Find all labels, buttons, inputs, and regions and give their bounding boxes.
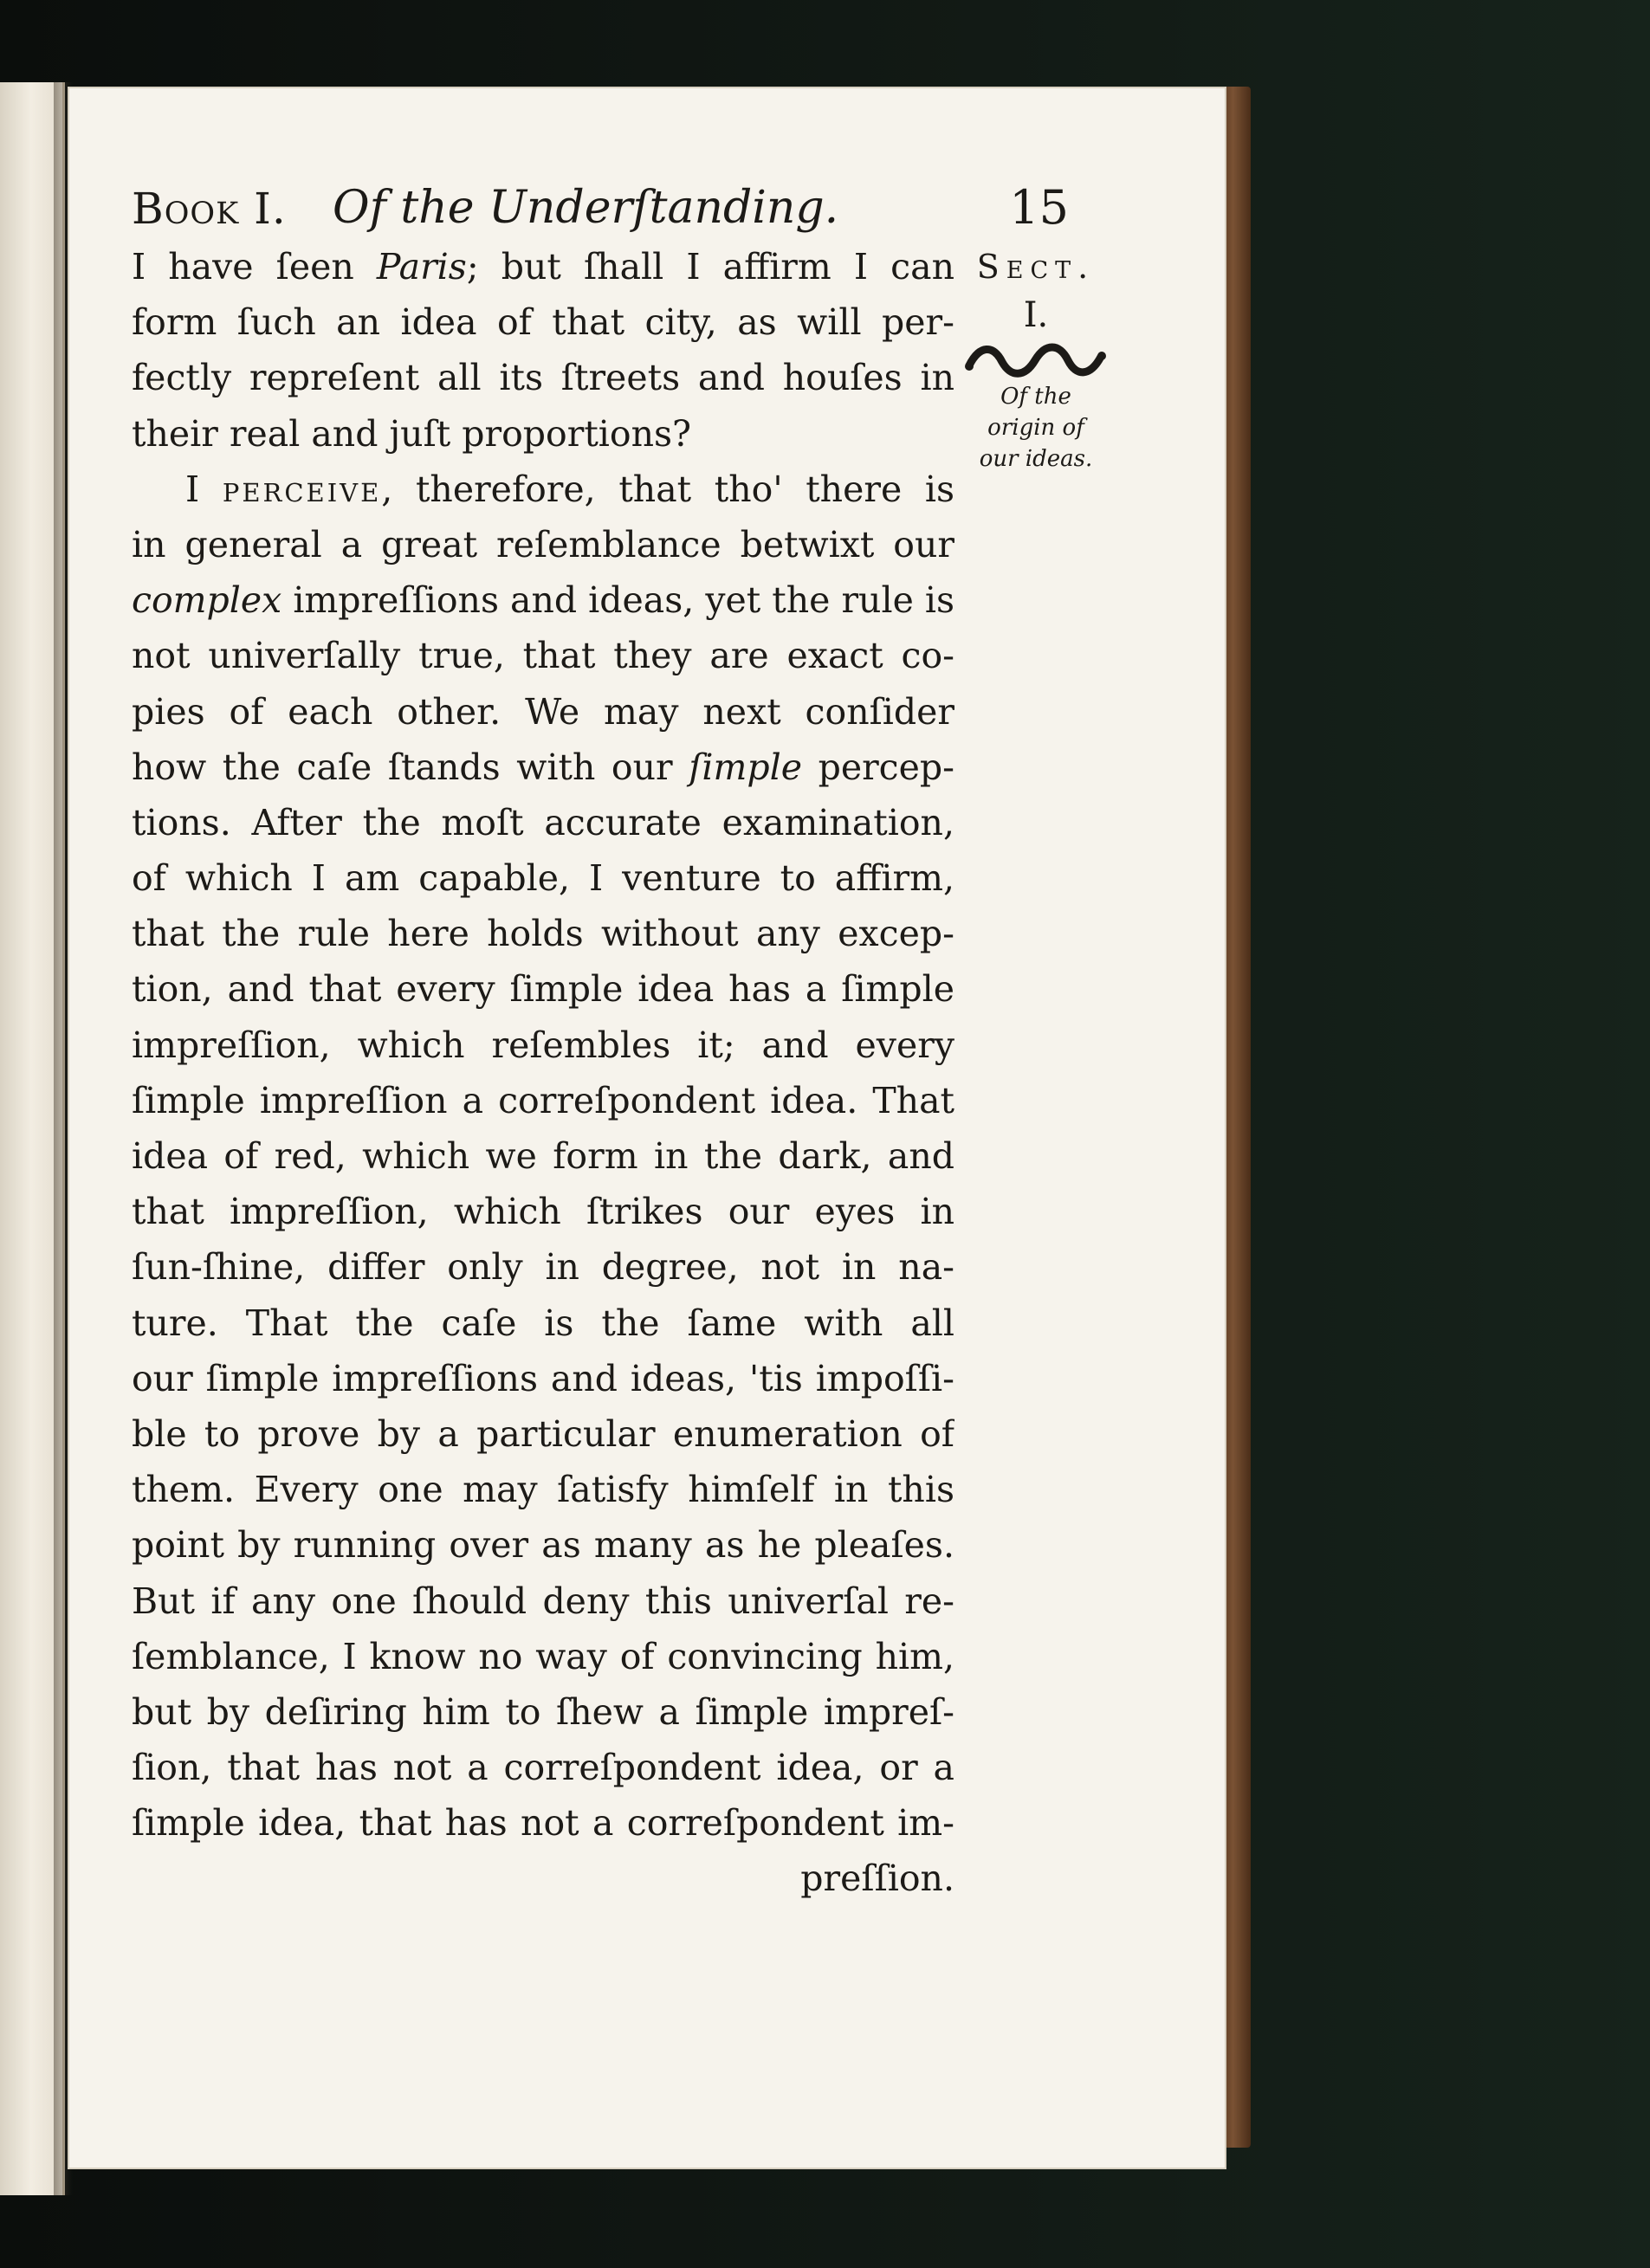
- text-line: ſimple idea, that has not a correſpondent im-: [132, 1802, 954, 1845]
- catchword: preſſion.: [800, 1858, 954, 1900]
- text-line: ſun-ſhine, differ only in degree, not in na-: [132, 1246, 954, 1289]
- text-line: tions. After the moſt accurate examination,: [132, 801, 954, 843]
- text-line: of which I am capable, I venture to affirm,: [132, 857, 954, 900]
- text-line: tion, and that every ſimple idea has a ſimple: [132, 968, 954, 1011]
- text-line: I perceive, therefore, that tho' there is: [185, 468, 954, 510]
- text-line: ble to prove by a particular enumeration of: [132, 1412, 954, 1455]
- text-line: not univerſally true, that they are exact co-: [132, 635, 954, 677]
- running-header: [132, 178, 1067, 239]
- section-label: Sect.: [976, 248, 1096, 286]
- text-line: point by running over as many as he pleaſes.: [132, 1524, 954, 1567]
- text-line: our ſimple impreſſions and ideas, 'tis impoſſi-: [132, 1357, 954, 1399]
- margin-note-line: our ideas.: [979, 446, 1093, 472]
- text-line: but by deſiring him to ſhew a ſimple impreſ-: [132, 1690, 954, 1733]
- text-line: pies of each other. We may next conſider: [132, 690, 954, 733]
- page-number: 15: [1009, 180, 1069, 235]
- text-line: in general a great reſemblance betwixt our: [132, 523, 954, 565]
- margin-note-line: Of the: [1000, 384, 1071, 410]
- text-line: form ſuch an idea of that city, as will per-: [132, 301, 954, 344]
- text-line: how the caſe ſtands with our ſimple percep-: [132, 746, 954, 788]
- text-line: impreſſion, which reſembles it; and every: [132, 1024, 954, 1066]
- text-line: ture. That the caſe is the ſame with all: [132, 1302, 954, 1344]
- text-line: them. Every one may ſatisfy himſelf in this: [132, 1469, 954, 1511]
- text-line: idea of red, which we form in the dark, and: [132, 1135, 954, 1177]
- margin-note-line: origin of: [987, 415, 1084, 441]
- body-text: [132, 239, 954, 1907]
- header-title: Of the Underſtanding.: [333, 182, 839, 234]
- text-line: I have ſeen Paris; but ſhall I affirm I can: [132, 246, 954, 288]
- text-line: But if any one ſhould deny this univerſal re-: [132, 1580, 954, 1622]
- text-line: ſion, that has not a correſpondent idea, or a: [132, 1747, 954, 1789]
- flourish-ornament-icon: [962, 338, 1110, 381]
- text-line: fectly repreſent all its ſtreets and houſes in: [132, 357, 954, 399]
- text-line: that the rule here holds without any excep-: [132, 913, 954, 955]
- text-line: complex impreſſions and ideas, yet the rule is: [132, 579, 954, 622]
- section-number: I.: [1023, 295, 1049, 335]
- header-book-label: Book I.: [132, 184, 287, 234]
- text-line: ſimple impreſſion a correſpondent idea. That: [132, 1079, 954, 1121]
- text-line: their real and juſt proportions?: [132, 412, 692, 455]
- margin-note: [958, 241, 1114, 475]
- text-line: that impreſſion, which ſtrikes our eyes in: [132, 1191, 954, 1233]
- text-line: ſemblance, I know no way of convincing him,: [132, 1635, 954, 1677]
